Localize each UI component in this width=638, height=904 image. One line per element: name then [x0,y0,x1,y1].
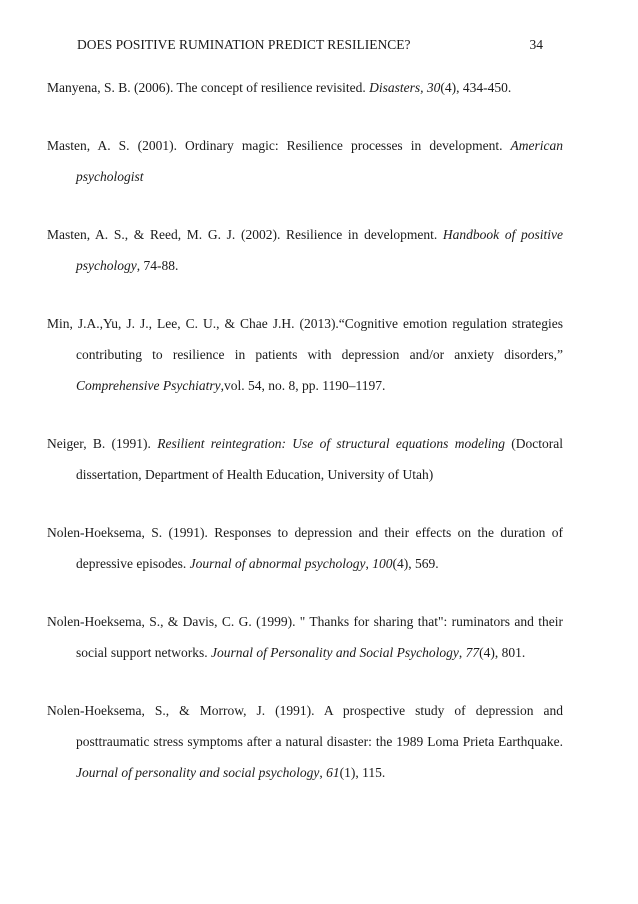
reference-volume: 61 [326,765,340,780]
reference-entry [47,695,563,788]
reference-rest: (1), 115. [339,765,386,780]
reference-entry [47,130,563,192]
reference-text: Masten, A. S., & Reed, M. G. J. (2002). Resilience in development. [47,227,443,242]
reference-entry [47,606,563,668]
reference-source: American psychologist [76,138,563,184]
running-title: DOES POSITIVE RUMINATION PREDICT RESILIENCE? [77,37,411,52]
reference-volume: 77 [465,645,480,660]
reference-entry [47,308,563,401]
reference-list [47,72,563,815]
reference-separator: , [458,645,466,660]
reference-rest: ,vol. 54, no. 8, pp. 1190–1197. [220,378,386,393]
reference-text: Nolen-Hoeksema, S., & Davis, C. G. (1999). " Thanks for sharing that": ruminators and their social support networks. [47,614,563,660]
reference-source: Comprehensive Psychiatry [76,378,221,393]
reference-text: Nolen-Hoeksema, S. (1991). Responses to depression and their effects on the duration of depressive episodes. [47,525,563,571]
reference-text: Masten, A. S. (2001). Ordinary magic: Resilience processes in development. [47,138,511,153]
reference-rest: (Doctoral dissertation, Department of Health Education, University of Utah) [76,436,564,482]
reference-rest: , 74-88. [136,258,179,273]
page-number: 34 [529,37,543,52]
reference-source: Journal of Personality and Social Psychology [210,645,459,660]
running-header [77,36,543,54]
reference-entry [47,428,563,490]
reference-entry [47,517,563,579]
reference-separator: , [365,556,373,571]
reference-entry [47,72,563,103]
reference-source: Journal of abnormal psychology [189,556,366,571]
reference-text: Nolen-Hoeksema, S., & Morrow, J. (1991). A prospective study of depression and posttraumatic stress symptoms after a natural disaster: the 1989 Loma Prieta Earthquake. [47,703,563,749]
reference-text: Neiger, B. (1991). [47,436,158,451]
reference-source: Disasters, 30 [369,80,441,95]
reference-rest: (4), 434-450. [440,80,512,95]
reference-text: Min, J.A.,Yu, J. J., Lee, C. U., & Chae J.H. (2013).“Cognitive emotion regulation strategies contributing to resilience in patients with depression and/or anxiety disorders,” [47,316,563,362]
reference-entry [47,219,563,281]
reference-source: Handbook of positive psychology [76,227,564,273]
reference-source: Journal of personality and social psychology [76,765,320,780]
reference-separator: , [319,765,327,780]
reference-volume: 100 [372,556,393,571]
reference-rest: (4), 569. [392,556,439,571]
reference-text: Manyena, S. B. (2006). The concept of resilience revisited. [47,80,370,95]
reference-source: Resilient reintegration: Use of structural equations modeling [157,436,505,451]
reference-rest: (4), 801. [479,645,526,660]
